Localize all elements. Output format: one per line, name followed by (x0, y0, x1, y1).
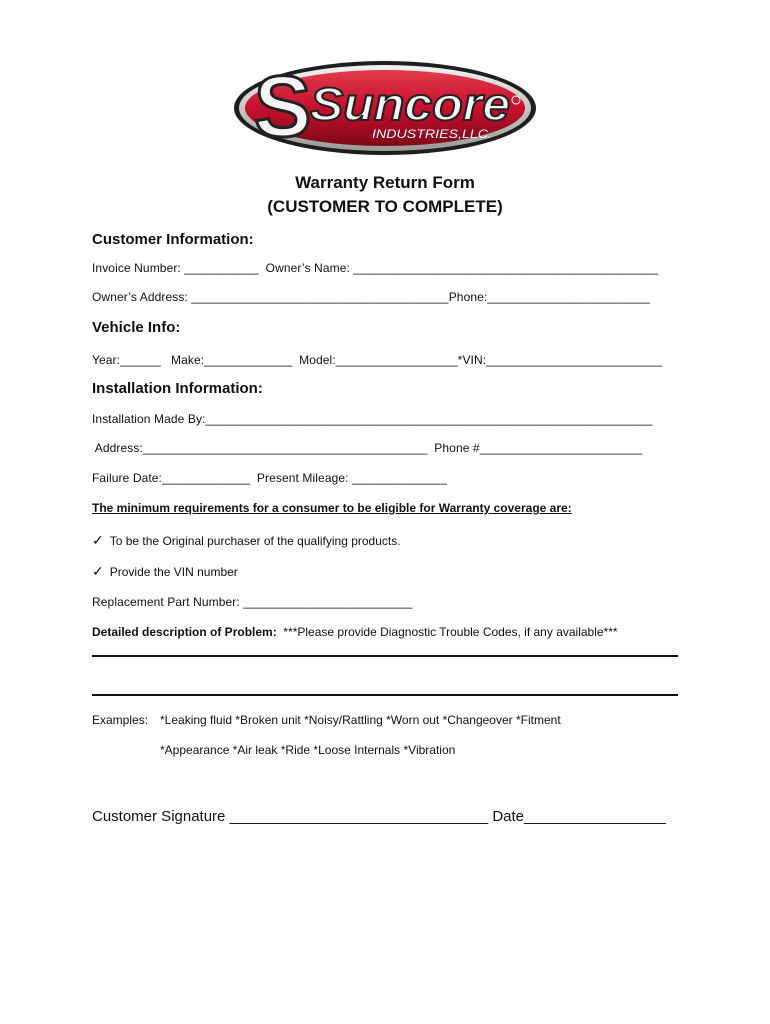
description-note: ***Please provide Diagnostic Trouble Codes, if any available*** (276, 625, 618, 639)
invoice-owner-line: Invoice Number: ___________ Owner’s Name: _____________________________________________ (92, 261, 659, 275)
requirement-item (92, 563, 238, 580)
installation-address-line: Address:__________________________________________ Phone #________________________ (92, 441, 643, 455)
form-title: Warranty Return Form (295, 173, 475, 192)
description-line-2 (92, 694, 678, 696)
failure-mileage-line: Failure Date:_____________ Present Mileage: ______________ (92, 471, 447, 485)
address-phone-line: Owner’s Address: ______________________________________Phone:________________________ (92, 290, 650, 304)
examples-line-1: *Leaking fluid *Broken unit *Noisy/Rattling *Worn out *Changeover *Fitment (160, 713, 561, 727)
requirement-text: Provide the VIN number (109, 565, 238, 579)
svg-text:S: S (254, 59, 312, 155)
logo-sub-text: INDUSTRIES,LLC. (372, 127, 492, 141)
installation-info-heading: Installation Information: (92, 380, 263, 397)
logo-brand-text: Suncore (310, 78, 510, 130)
requirements-heading: The minimum requirements for a consumer to be eligible for Warranty coverage are: (92, 501, 572, 515)
description-label: Detailed description of Problem: (92, 625, 277, 639)
description-line-1 (92, 655, 678, 657)
form-subtitle: (CUSTOMER TO COMPLETE) (267, 197, 503, 216)
check-icon: ✓ (92, 532, 104, 548)
requirement-text: To be the Original purchaser of the qualifying products. (109, 534, 401, 548)
requirement-item (92, 532, 401, 549)
signature-date-line: Customer Signature _______________________________ Date_________________ (92, 808, 666, 825)
installation-made-by-line: Installation Made By:__________________________________________________________________ (92, 412, 653, 426)
problem-description-label (92, 625, 618, 639)
examples-label: Examples: (92, 713, 149, 727)
check-icon: ✓ (92, 563, 104, 579)
vehicle-details-line: Year:______ Make:_____________ Model:__________________*VIN:__________________________ (92, 353, 663, 367)
examples-line-2: *Appearance *Air leak *Ride *Loose Internals *Vibration (160, 743, 456, 757)
customer-info-heading: Customer Information: (92, 231, 254, 248)
vehicle-info-heading: Vehicle Info: (92, 319, 181, 336)
suncore-logo (232, 58, 538, 158)
replacement-part-line: Replacement Part Number: _________________________ (92, 595, 413, 609)
